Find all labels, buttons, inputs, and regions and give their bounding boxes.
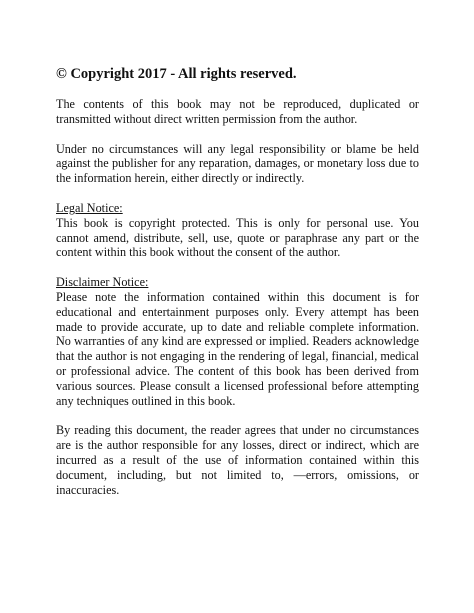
legal-notice-section bbox=[56, 201, 419, 260]
disclaimer-heading: Disclaimer Notice: bbox=[56, 275, 149, 290]
disclaimer-section bbox=[56, 275, 419, 408]
liability-notice: Under no circumstances will any legal responsibility or blame be held against the publisher for any reparation, damages, or monetary loss due to the information herein, either directly or indirectly. bbox=[56, 141, 419, 186]
legal-notice-heading: Legal Notice: bbox=[56, 200, 123, 215]
page-title: © Copyright 2017 - All rights reserved. bbox=[56, 66, 297, 82]
legal-notice-body: This book is copyright protected. This is only for personal use. You cannot amend, distribute, sell, use, quote or paraphrase any part or the content within this book without the consent of the author. bbox=[56, 215, 419, 260]
agreement-notice: By reading this document, the reader agrees that under no circumstances are is the author responsible for any losses, direct or indirect, which are incurred as a result of the use of information contained within this document, including, but not limited to, —errors, omissions, or inaccuracies. bbox=[56, 423, 419, 497]
reproduction-notice: The contents of this book may not be reproduced, duplicated or transmitted without direct written permission from the author. bbox=[56, 97, 419, 126]
copyright-page bbox=[56, 64, 419, 512]
disclaimer-body: Please note the information contained within this document is for educational and entertainment purposes only. Every attempt has been made to provide accurate, up to date and reliable complete information. No warranties of any kind are expressed or implied. Readers acknowledge that the author is not engaging in the rendering of legal, financial, medical or professional advice. The content of this book has been derived from various sources. Please consult a licensed professional before attempting any techniques outlined in this book. bbox=[56, 289, 419, 408]
